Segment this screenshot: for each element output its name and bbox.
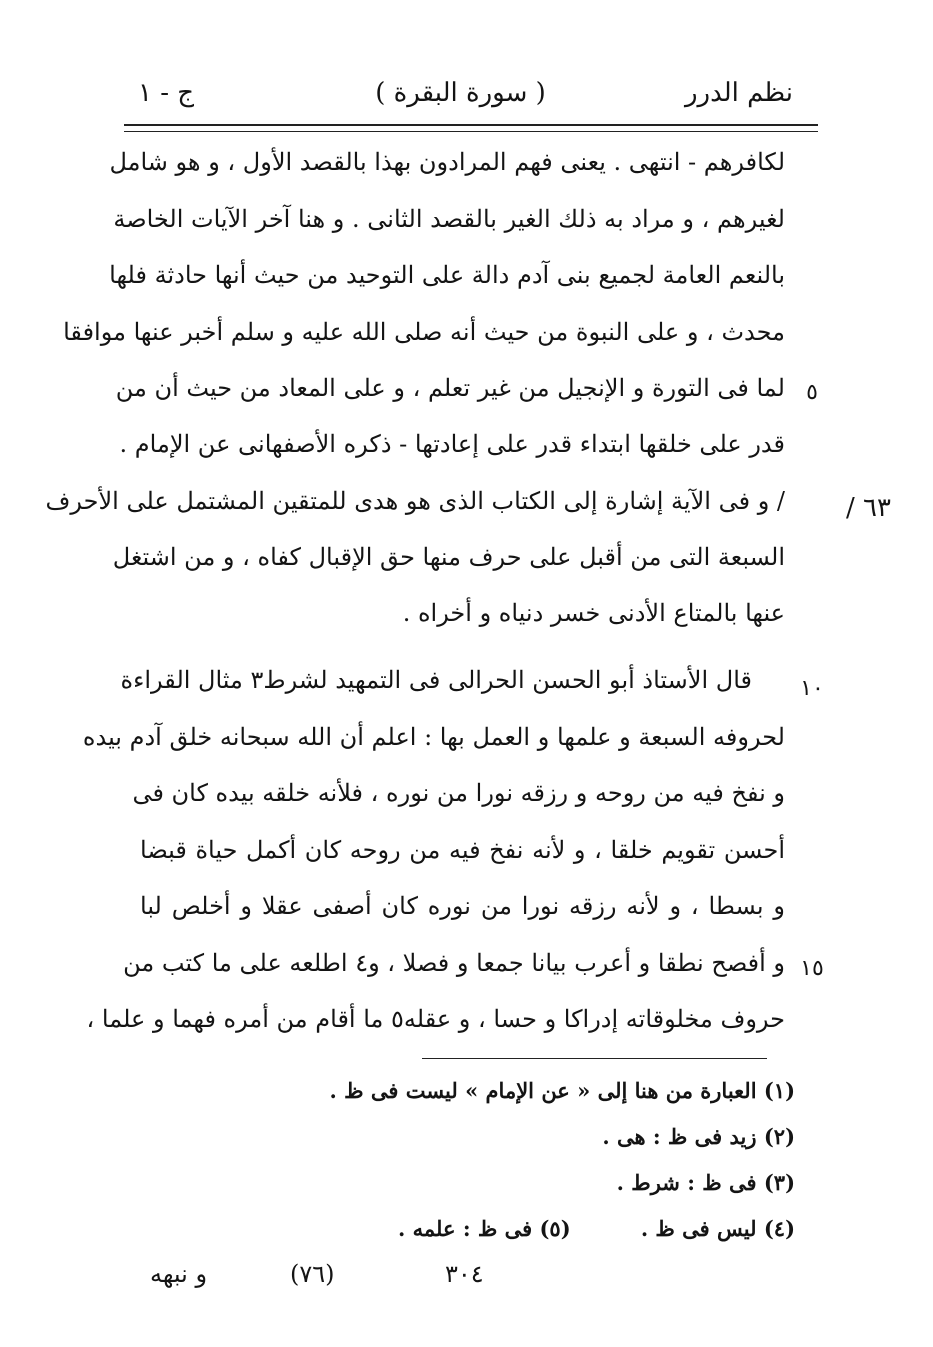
text-line-7: / و فى الآية إشارة إلى الكتاب الذى هو هدى للمتقين المشتمل على الأحرف: [45, 487, 785, 515]
text-line-12: و نفخ فيه من روحه و رزقه نورا من نوره ، فلأنه خلقه بيده كان فى: [132, 779, 785, 807]
line-number-15: ١٥: [800, 956, 824, 981]
text-line-10: قال الأستاذ أبو الحسن الحرالى فى التمهيد لشرط٣ مثال القراءة: [120, 666, 752, 694]
text-line-1: لكافرهم - انتهى . يعنى فهم المرادون بهذا بالقصد الأول ، و هو شامل: [109, 148, 785, 176]
running-header: [128, 78, 793, 118]
footnote-4: (٤) ليس فى ظ .: [640, 1216, 795, 1241]
line-number-5: ٥: [806, 380, 818, 405]
footnote-3: (٣) فى ظ : شرط .: [616, 1170, 795, 1195]
surah-title: ( سورة البقرة ): [375, 78, 546, 108]
text-line-2: لغيرهم ، و مراد به ذلك الغير بالقصد الثانى . و هنا آخر الآيات الخاصة: [113, 205, 785, 233]
header-rule-thick: [124, 124, 818, 126]
text-line-6: قدر على خلقها ابتداء قدر على إعادتها - ذكره الأصفهانى عن الإمام .: [119, 430, 785, 458]
text-line-3: بالنعم العامة لجميع بنى آدم دالة على التوحيد من حيث أنها حادثة فلها: [109, 261, 785, 289]
text-line-5: لما فى التورة و الإنجيل من غير تعلم ، و على المعاد من حيث أن من: [115, 374, 785, 402]
page-number: ٣٠٤: [445, 1260, 484, 1288]
text-line-14: و بسطا ، و لأنه رزقه نورا من نوره كان أصفى عقلا و أخلص لبا: [140, 892, 785, 920]
text-line-16: حروف مخلوقاته إدراكا و حسا ، و عقله٥ ما أقام من أمره فهما و علما ،: [86, 1005, 785, 1033]
text-line-15: و أفصح نطقا و أعرب بيانا جمعا و فصلا ، و٤ اطلعه على ما كتب من: [123, 949, 785, 977]
line-number-10: ١٠: [800, 676, 824, 701]
text-line-11: لحروفه السبعة و علمها و العمل بها : اعلم أن الله سبحانه خلق آدم بيده: [82, 723, 785, 751]
footnote-1: (١) العبارة من هنا إلى « عن الإمام » ليست فى ظ .: [329, 1078, 795, 1103]
footnote-2: (٢) زيد فى ظ : هى .: [602, 1124, 795, 1149]
text-line-8: السبعة التى من أقبل على حرف منها حق الإقبال كفاه ، و من اشتغل: [112, 543, 785, 571]
text-line-9: عنها بالمتاع الأدنى خسر دنياه و أخراه .: [402, 599, 785, 627]
footnote-rule: [422, 1058, 767, 1059]
footnote-5: (٥) فى ظ : علمه .: [398, 1216, 571, 1241]
volume-label: ج - ١: [138, 78, 195, 108]
margin-folio-reference: / ٦٣: [846, 493, 891, 523]
text-line-4: محدث ، و على النبوة من حيث أنه صلى الله عليه و سلم أخبر عنها موافقا: [63, 318, 785, 346]
catchword: و نبهه: [150, 1260, 208, 1288]
book-title: نظم الدرر: [684, 78, 793, 108]
header-rule-thin: [124, 131, 818, 132]
bracket-number: (٧٦): [290, 1260, 335, 1288]
text-line-13: أحسن تقويم خلقا ، و لأنه نفخ فيه من روحه كان أكمل حياة قبضا: [140, 836, 786, 864]
